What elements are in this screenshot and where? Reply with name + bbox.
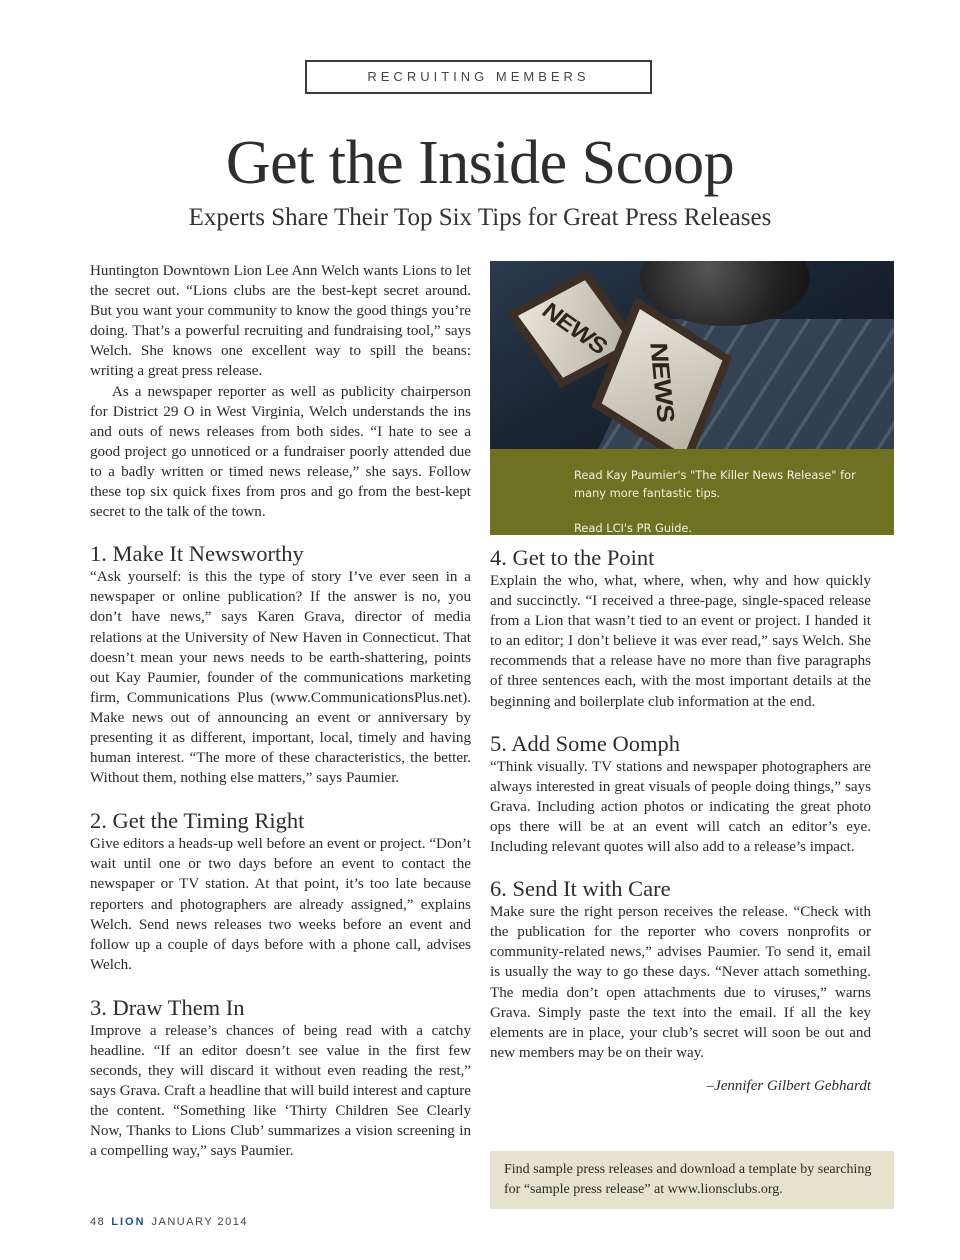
issue-date: JANUARY 2014: [151, 1216, 249, 1228]
author-signature: –Jennifer Gilbert Gebhardt: [706, 1077, 871, 1094]
tip-1-body: “Ask yourself: is this the type of story I’ve ever seen in a newspaper or online publication? If the answer is no, you don’t have news,” says Karen Grava, director of media relations at the University of New Haven in Connecticut. That doesn’t mean your news needs to be earth-shattering, points out Kay Paumier, founder of the communications marketing firm, Communications Plus (www.CommunicationsPlus.net). Make news out of announcing an event or anniversary by presenting it as different, important, local, timely and having human interest. “The more of these characteristics, the better. Without them, nothing else matters,” says Paumier.: [90, 569, 471, 787]
tip-2-body: Give editors a heads-up well before an event or project. “Don’t wait until one or two days before an event to contact the newspaper or TV station. At that point, it’s too late because reporters and photographers are already assigned,” explains Welch. Send news releases two weeks before an event and follow up a couple of days before with a phone call, advises Welch.: [90, 836, 471, 973]
tip-3-body: Improve a release’s chances of being read with a catchy headline. “If an editor doesn’t see value in the first few seconds, they will discard it without even reading the rest,” says Grava. Craft a headline that will build interest and capture the content. “Something like ‘Thirty Children See Clearly Now, Thanks to Lions Club’ summarizes a vision screening in a compelling way,” says Paumier.: [90, 1022, 471, 1160]
tip-6-heading: 6. Send It with Care: [490, 876, 671, 902]
killer-news-release-link[interactable]: Read Kay Paumier's "The Killer News Release" for many more fantastic tips.: [574, 468, 856, 500]
page-footer: [90, 1216, 248, 1228]
right-column: [490, 261, 871, 1095]
tip-1-heading: 1. Make It Newsworthy: [90, 541, 304, 567]
subheadline: Experts Share Their Top Six Tips for Great Press Releases: [188, 204, 772, 231]
tip-2-heading: 2. Get the Timing Right: [90, 808, 305, 834]
sample-release-note: [490, 1151, 894, 1209]
headline: Get the Inside Scoop: [225, 129, 735, 197]
tip-4-body: Explain the who, what, where, when, why and how quickly and succinctly. “I received a three-page, single-spaced release from a Lion that wasn’t tied to an event or project. I handed it to an editor; I don’t believe it was ever read,” says Welch. She recommends that a release have no more than five paragraphs of three sentences each, with the most important details at the beginning and boilerplate club information at the end.: [490, 573, 871, 710]
section-label-box: [305, 60, 652, 94]
pr-guide-link[interactable]: Read LCI's PR Guide.: [574, 521, 693, 535]
intro-paragraph-2: As a newspaper reporter as well as publicity chairperson for District 29 O in West Virginia, Welch understands the ins and outs of news releases from both sides. “I hate to see a good project go unnoticed or a fundraiser poorly attended due to a badly written or timed news release,” she says. Follow these top six quick fixes from pros and go from the best-kept secret to the talk of the town.: [90, 383, 471, 521]
left-column: [90, 261, 471, 1162]
magazine-name: LION: [111, 1216, 146, 1228]
tip-6-body: Make sure the right person receives the release. “Check with the publication for the reporter who covers nonprofits or community-related news,” advises Paumier. To send it, email is usually the way to go these days. “Never attach something. The media don’t open attachments due to viruses,” warns Grava. Simply paste the text into the email. If all the key elements are in place, your club’s secret will soon be out and new members may be on their way.: [490, 904, 871, 1061]
tip-5-heading: 5. Add Some Oomph: [490, 730, 681, 756]
section-label: RECRUITING MEMBERS: [367, 69, 590, 84]
intro-paragraph-1: Huntington Downtown Lion Lee Ann Welch wants Lions to let the secret out. “Lions clubs are the best-kept secret around. But you want your community to know the good things you’re doing. That’s a powerful recruiting and fundraising tool,” says Welch. She knows one excellent way to spill the beans: writing a great press release.: [90, 263, 471, 380]
news-cube-label: NEWS: [536, 298, 613, 360]
tip-5-body: “Think visually. TV stations and newspaper photographers are always interested in great visuals of people doing things,” says Grava. Including action photos or indicating the great photo ops there will be at an event will catch an editor’s eye. Including relevant quotes will also add to a release’s impact.: [490, 758, 871, 856]
resource-callout: [490, 449, 894, 535]
sample-release-text: Find sample press releases and download a template by searching for “sample press release” at www.lionsclubs.org.: [504, 1162, 872, 1197]
news-cube-label: NEWS: [644, 342, 681, 422]
page-number: 48: [90, 1216, 106, 1228]
tip-3-heading: 3. Draw Them In: [90, 994, 245, 1020]
tip-4-heading: 4. Get to the Point: [490, 545, 655, 570]
news-microphone-photo: [490, 261, 894, 449]
